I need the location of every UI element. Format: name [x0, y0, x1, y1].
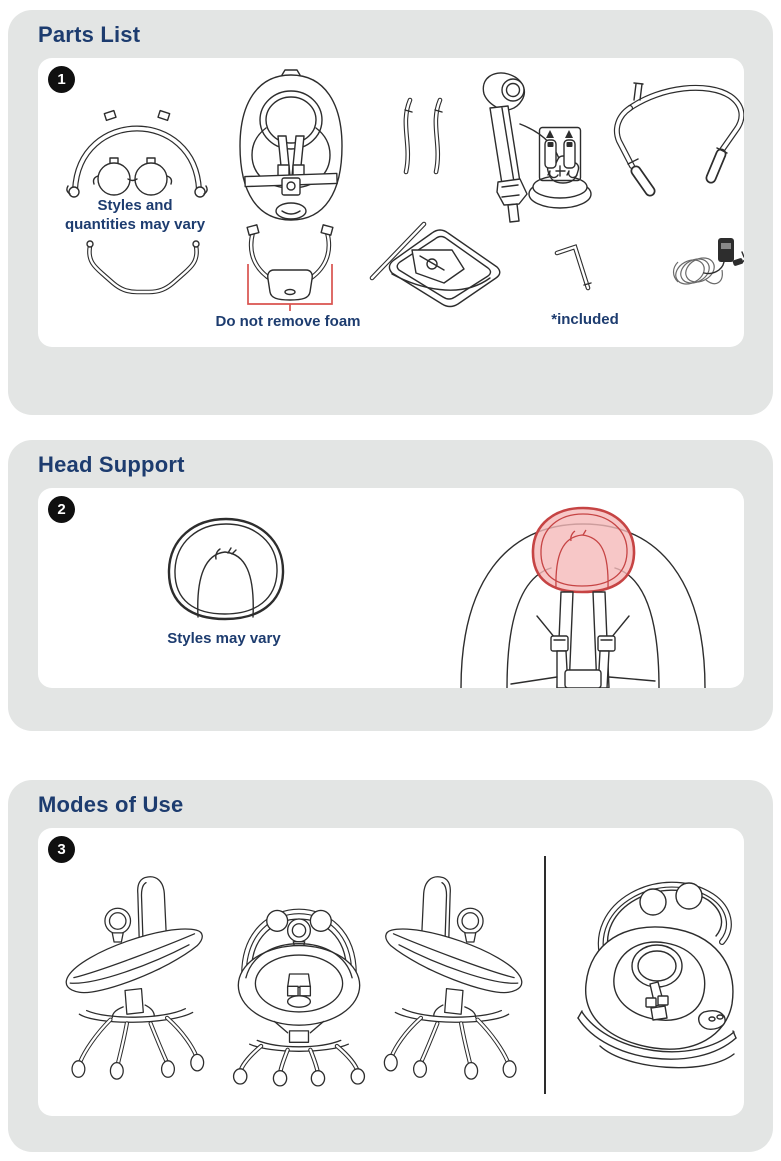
allen-key-illustration	[550, 242, 592, 294]
modes-divider	[544, 856, 546, 1094]
foam-frame-illustration	[236, 224, 344, 312]
mode-rocker-illustration	[556, 866, 742, 1078]
curved-tubes-illustration	[393, 96, 451, 176]
step-2-badge: 2	[48, 496, 75, 523]
modes-of-use-title: Modes of Use	[38, 792, 184, 817]
parts-list-card	[38, 58, 744, 347]
head-support-card	[38, 488, 744, 688]
parts-list-title: Parts List	[38, 22, 141, 47]
step-3-badge: 3	[48, 836, 75, 863]
modes-of-use-card	[38, 828, 744, 1116]
head-support-title: Head Support	[38, 452, 185, 477]
canopy-toy-bar-illustration	[62, 80, 212, 202]
included-caption: *included	[551, 311, 619, 328]
head-support-pillow-illustration	[160, 514, 292, 624]
power-adapter-illustration	[666, 234, 744, 296]
seat-with-head-support-illustration	[453, 488, 715, 688]
styles-quantities-caption: Styles and quantities may vary	[64, 197, 206, 233]
seat-pad-illustration	[232, 68, 350, 228]
mode-swing-front-illustration	[228, 864, 370, 1084]
mode-swing-side-mirrored-illustration	[368, 868, 536, 1080]
mode-swing-side-illustration	[52, 868, 220, 1080]
modes-of-use-section	[8, 780, 773, 1152]
base-frame-illustration	[368, 208, 508, 316]
support-wire-illustration	[83, 238, 203, 300]
head-support-styles-caption: Styles may vary	[167, 630, 281, 647]
foam-caption: Do not remove foam	[215, 313, 361, 330]
parts-list-section	[8, 10, 773, 415]
head-support-section	[8, 440, 773, 731]
step-1-badge: 1	[48, 66, 75, 93]
batteries-illustration	[538, 126, 582, 182]
head-support-highlight	[533, 508, 634, 592]
swing-frame-illustration	[600, 72, 744, 222]
